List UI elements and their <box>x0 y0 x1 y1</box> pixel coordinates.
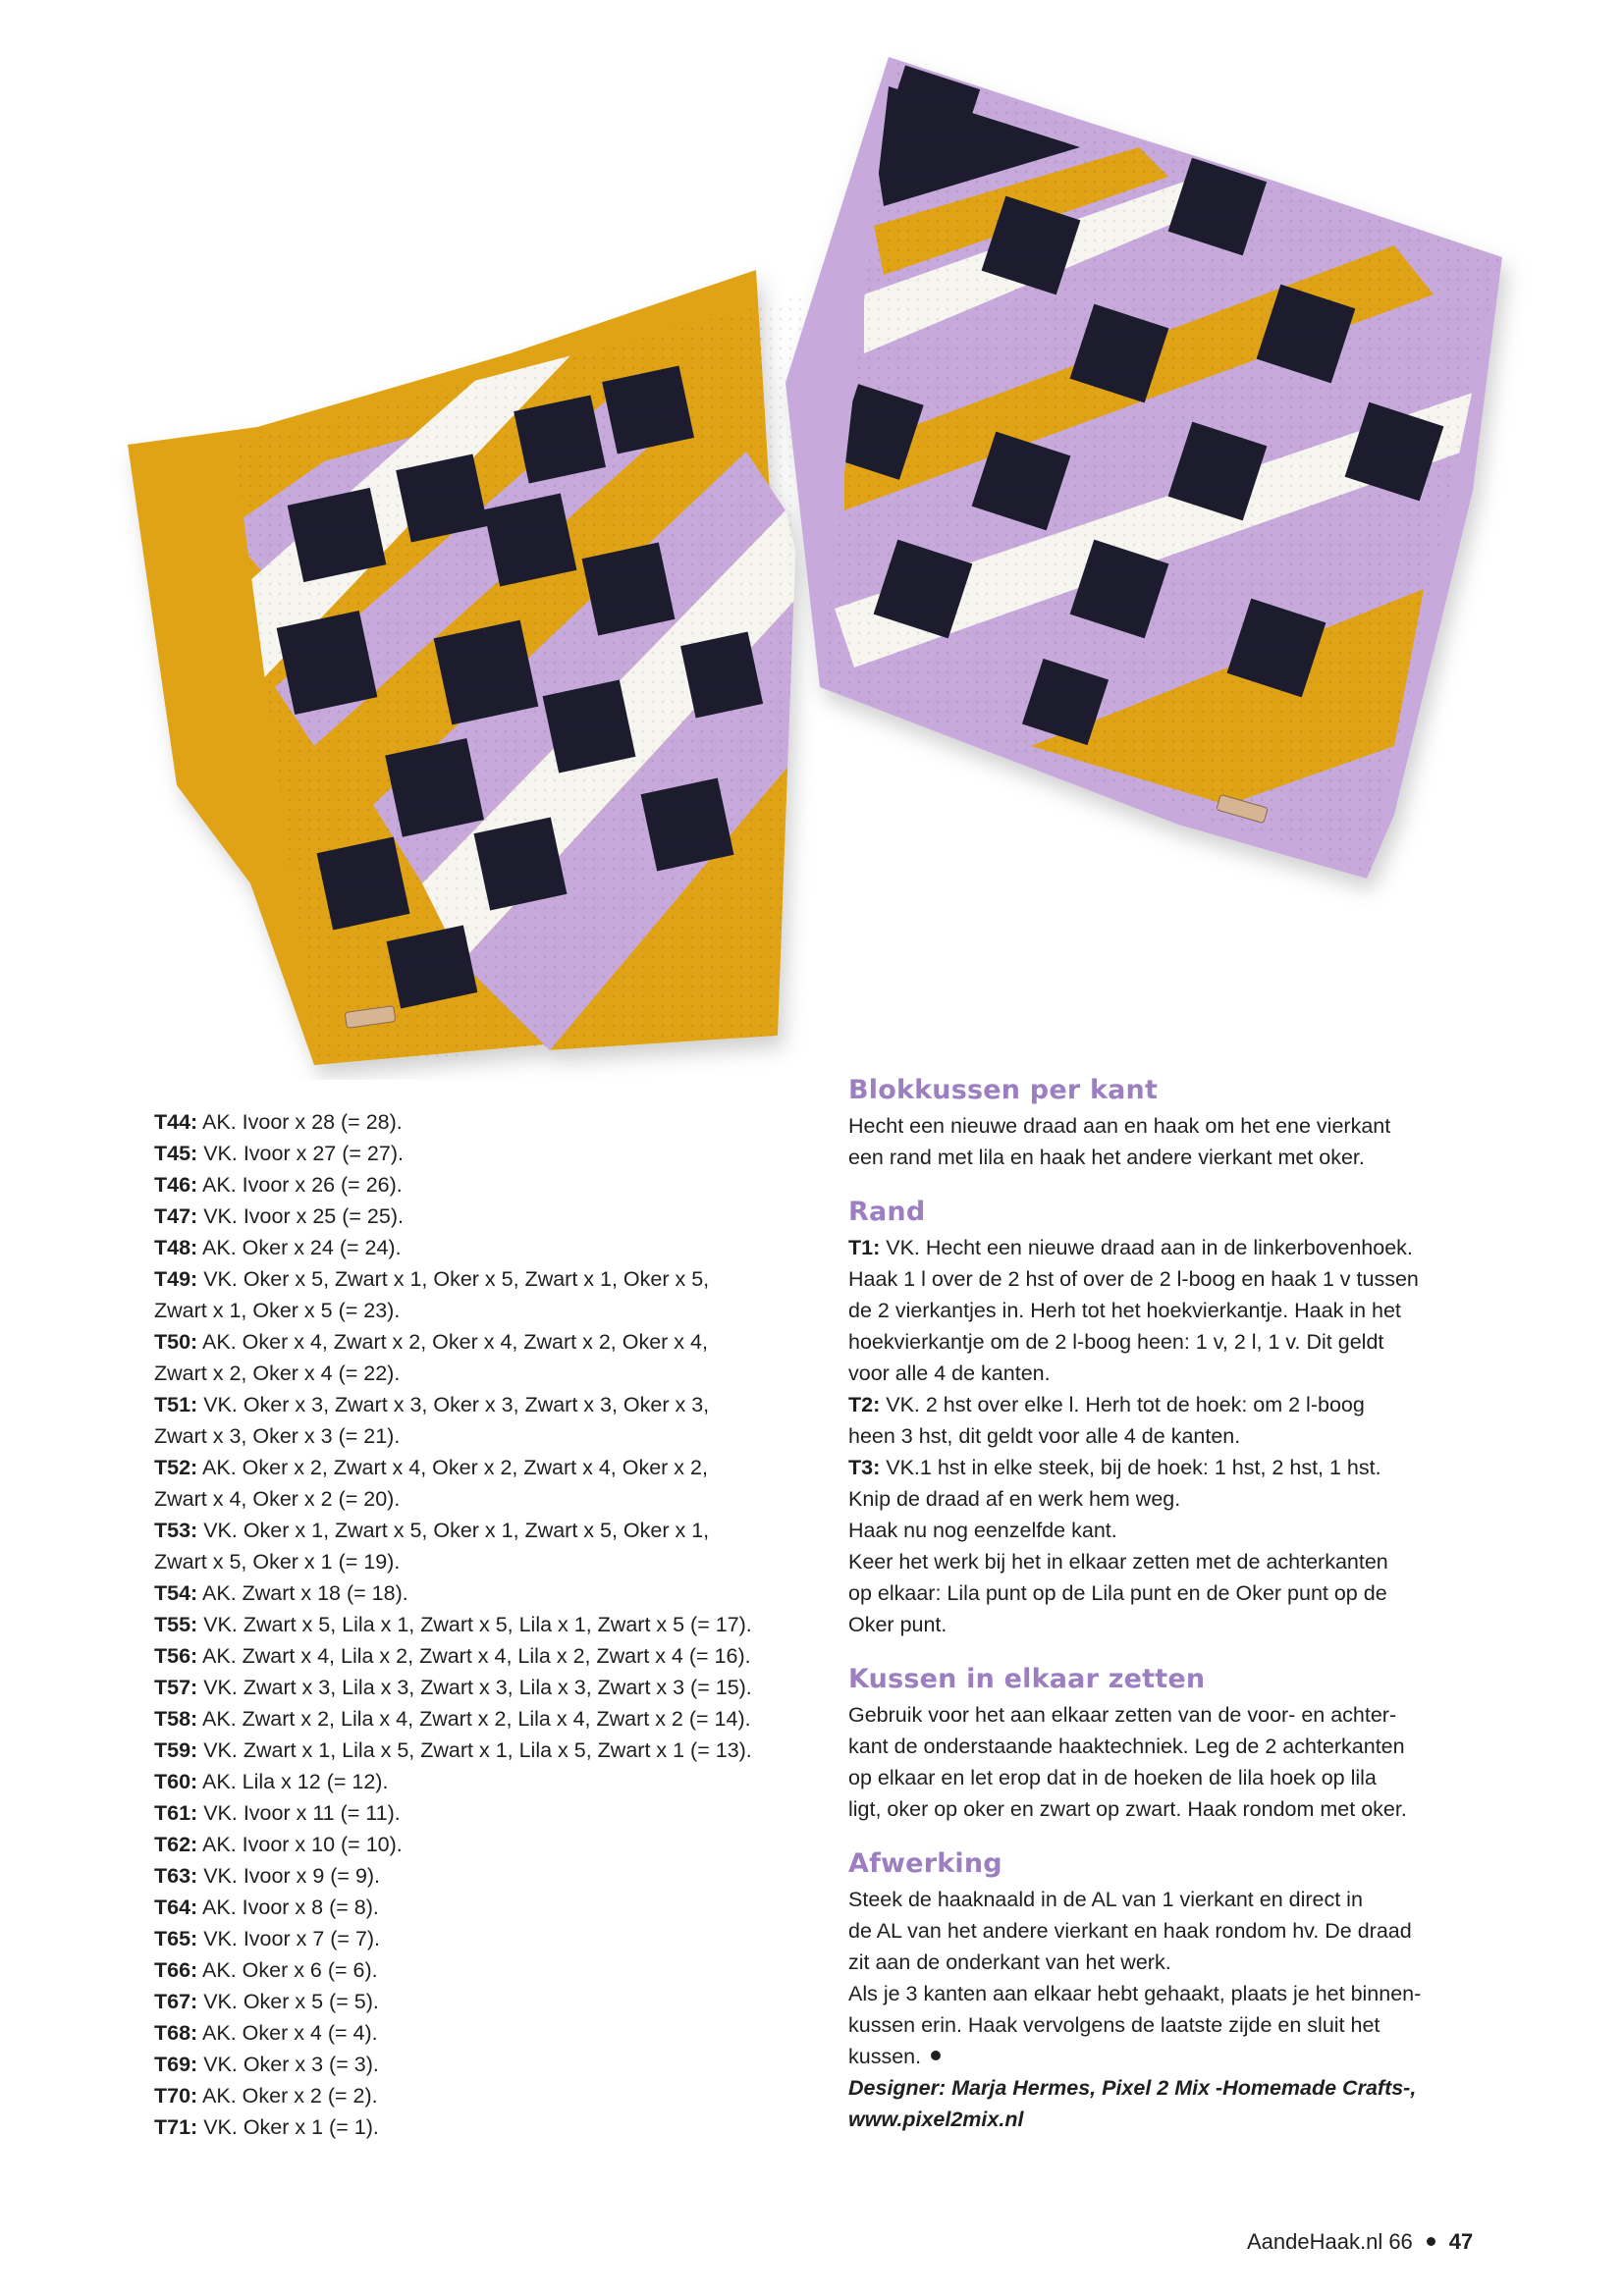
row-instruction: Zwart x 1, Oker x 5 (= 23). <box>154 1299 401 1322</box>
text-line: zit aan de onderkant van het werk. <box>848 1950 1171 1974</box>
instructions-right <box>848 1071 1555 2135</box>
row-instruction: T45: VK. Ivoor x 27 (= 27). <box>154 1142 404 1165</box>
row-instruction: T49: VK. Oker x 5, Zwart x 1, Oker x 5, Zwart x 1, Oker x 5, <box>154 1267 710 1291</box>
text-line: kussen erin. Haak vervolgens de laatste zijde en sluit het <box>848 2013 1380 2037</box>
row-instructions-left <box>154 1106 802 2143</box>
row-instruction: Zwart x 5, Oker x 1 (= 19). <box>154 1550 401 1574</box>
row-instruction: T51: VK. Oker x 3, Zwart x 3, Oker x 3, Zwart x 3, Oker x 3, <box>154 1393 710 1416</box>
row-label: T57: <box>154 1676 198 1699</box>
row-instruction: T46: AK. Ivoor x 26 (= 26). <box>154 1173 403 1197</box>
section-title-blokkussen: Blokkussen per kant <box>848 1075 1159 1105</box>
row-label: T58: <box>154 1707 198 1731</box>
row-instruction: Zwart x 4, Oker x 2 (= 20). <box>154 1487 401 1511</box>
section-title-kussen: Kussen in elkaar zetten <box>848 1664 1206 1694</box>
text-line: voor alle 4 de kanten. <box>848 1362 1051 1385</box>
text-line: Haak 1 l over de 2 hst of over de 2 l-boog en haak 1 v tussen <box>848 1267 1419 1291</box>
row-label: T54: <box>154 1581 198 1605</box>
end-bullet-icon <box>931 2051 941 2060</box>
row-instruction: T55: VK. Zwart x 5, Lila x 1, Zwart x 5, Lila x 1, Zwart x 5 (= 17). <box>154 1613 752 1636</box>
kussen-text <box>848 1699 1555 1825</box>
row-instruction: T54: AK. Zwart x 18 (= 18). <box>154 1581 408 1605</box>
row-label: T67: <box>154 1990 198 2013</box>
row-instruction: T63: VK. Ivoor x 9 (= 9). <box>154 1864 381 1888</box>
row-instruction: T68: AK. Oker x 4 (= 4). <box>154 2021 378 2045</box>
left-pillow <box>98 245 884 1080</box>
row-instruction: T58: AK. Zwart x 2, Lila x 4, Zwart x 2, Lila x 4, Zwart x 2 (= 14). <box>154 1707 751 1731</box>
row-instruction: Zwart x 2, Oker x 4 (= 22). <box>154 1362 401 1385</box>
row-label: T55: <box>154 1613 198 1636</box>
row-label: T50: <box>154 1330 198 1354</box>
text-line: hoekvierkantje om de 2 l-boog heen: 1 v, 2 l, 1 v. Dit geldt <box>848 1330 1384 1354</box>
row-instruction: T59: VK. Zwart x 1, Lila x 5, Zwart x 1, Lila x 5, Zwart x 1 (= 13). <box>154 1738 752 1762</box>
row-label: T49: <box>154 1267 198 1291</box>
row-instruction: T60: AK. Lila x 12 (= 12). <box>154 1770 389 1793</box>
row-label: T1: <box>848 1236 881 1259</box>
designer-website: www.pixel2mix.nl <box>848 2108 1024 2131</box>
row-label: T66: <box>154 1958 198 1982</box>
row-instruction: T62: AK. Ivoor x 10 (= 10). <box>154 1833 403 1856</box>
row-label: T59: <box>154 1738 198 1762</box>
text-line: op elkaar: Lila punt op de Lila punt en de Oker punt op de <box>848 1581 1387 1605</box>
page-footer <box>1247 2229 1473 2255</box>
text-line: de AL van het andere vierkant en haak rondom hv. De draad <box>848 1919 1412 1943</box>
row-label: T3: <box>848 1456 881 1479</box>
row-label: T56: <box>154 1644 198 1668</box>
section-title-afwerking: Afwerking <box>848 1848 1002 1879</box>
pillows-photo <box>0 0 1624 1080</box>
row-instruction: T61: VK. Ivoor x 11 (= 11). <box>154 1801 401 1825</box>
text-line: Knip de draad af en werk hem weg. <box>848 1487 1181 1511</box>
bullet-icon <box>1427 2237 1435 2246</box>
row-instruction: T56: AK. Zwart x 4, Lila x 2, Zwart x 4, Lila x 2, Zwart x 4 (= 16). <box>154 1644 751 1668</box>
text-line: Als je 3 kanten aan elkaar hebt gehaakt, plaats je het binnen- <box>848 1982 1422 2005</box>
row-label: T68: <box>154 2021 198 2045</box>
text-line: kussen. <box>848 2041 1555 2072</box>
row-label: T48: <box>154 1236 198 1259</box>
text-line: Keer het werk bij het in elkaar zetten met de achterkanten <box>848 1550 1388 1574</box>
text-line: kant de onderstaande haaktechniek. Leg de 2 achterkanten <box>848 1735 1405 1758</box>
designer-credit: Designer: Marja Hermes, Pixel 2 Mix -Homemade Crafts-, <box>848 2076 1417 2100</box>
magazine-name: AandeHaak.nl 66 <box>1247 2229 1413 2254</box>
row-label: T71: <box>154 2115 198 2139</box>
afwerking-text <box>848 1884 1555 2072</box>
row-label: T69: <box>154 2053 198 2076</box>
row-instruction: T69: VK. Oker x 3 (= 3). <box>154 2053 379 2076</box>
text-line: de 2 vierkantjes in. Herh tot het hoekvierkantje. Haak in het <box>848 1299 1401 1322</box>
text-line: heen 3 hst, dit geldt voor alle 4 de kanten. <box>848 1424 1241 1448</box>
text-line: Gebruik voor het aan elkaar zetten van de voor- en achter- <box>848 1703 1397 1727</box>
row-instruction: T65: VK. Ivoor x 7 (= 7). <box>154 1927 381 1950</box>
text-line: Oker punt. <box>848 1613 947 1636</box>
row-instruction: T53: VK. Oker x 1, Zwart x 5, Oker x 1, Zwart x 5, Oker x 1, <box>154 1519 710 1542</box>
row-instruction: Zwart x 3, Oker x 3 (= 21). <box>154 1424 401 1448</box>
text-line: Hecht een nieuwe draad aan en haak om het ene vierkant <box>848 1114 1391 1138</box>
row-label: T53: <box>154 1519 198 1542</box>
row-label: T62: <box>154 1833 198 1856</box>
row-label: T45: <box>154 1142 198 1165</box>
right-pillow <box>766 39 1532 903</box>
text-line: een rand met lila en haak het andere vierkant met oker. <box>848 1146 1365 1169</box>
row-label: T2: <box>848 1393 881 1416</box>
text-line: Steek de haaknaald in de AL van 1 vierkant en direct in <box>848 1888 1363 1911</box>
row-label: T46: <box>154 1173 198 1197</box>
row-instruction: T50: AK. Oker x 4, Zwart x 2, Oker x 4, Zwart x 2, Oker x 4, <box>154 1330 708 1354</box>
text-line: T3: VK.1 hst in elke steek, bij de hoek: 1 hst, 2 hst, 1 hst. <box>848 1456 1381 1479</box>
text-line: op elkaar en let erop dat in de hoeken de lila hoek op lila <box>848 1766 1377 1789</box>
text-line: T1: VK. Hecht een nieuwe draad aan in de linkerbovenhoek. <box>848 1236 1413 1259</box>
row-instruction: T64: AK. Ivoor x 8 (= 8). <box>154 1896 379 1919</box>
row-instruction: T66: AK. Oker x 6 (= 6). <box>154 1958 378 1982</box>
row-label: T63: <box>154 1864 198 1888</box>
row-label: T65: <box>154 1927 198 1950</box>
row-instruction: T67: VK. Oker x 5 (= 5). <box>154 1990 379 2013</box>
row-instruction: T47: VK. Ivoor x 25 (= 25). <box>154 1204 404 1228</box>
row-label: T64: <box>154 1896 198 1919</box>
rand-text <box>848 1232 1555 1640</box>
page-number: 47 <box>1448 2229 1474 2254</box>
text-line: T2: VK. 2 hst over elke l. Herh tot de hoek: om 2 l-boog <box>848 1393 1365 1416</box>
row-label: T52: <box>154 1456 198 1479</box>
row-label: T51: <box>154 1393 198 1416</box>
row-instruction: T48: AK. Oker x 24 (= 24). <box>154 1236 402 1259</box>
row-instruction: T57: VK. Zwart x 3, Lila x 3, Zwart x 3, Lila x 3, Zwart x 3 (= 15). <box>154 1676 752 1699</box>
row-instruction: T71: VK. Oker x 1 (= 1). <box>154 2115 379 2139</box>
text-line: ligt, oker op oker en zwart op zwart. Haak rondom met oker. <box>848 1797 1407 1821</box>
blokkussen-text <box>848 1110 1555 1173</box>
text-line: Haak nu nog eenzelfde kant. <box>848 1519 1117 1542</box>
row-instruction: T44: AK. Ivoor x 28 (= 28). <box>154 1110 403 1134</box>
row-label: T70: <box>154 2084 198 2108</box>
row-instruction: T70: AK. Oker x 2 (= 2). <box>154 2084 378 2108</box>
row-label: T60: <box>154 1770 198 1793</box>
row-label: T61: <box>154 1801 198 1825</box>
section-title-rand: Rand <box>848 1197 926 1227</box>
row-label: T47: <box>154 1204 198 1228</box>
row-label: T44: <box>154 1110 198 1134</box>
row-instruction: T52: AK. Oker x 2, Zwart x 4, Oker x 2, Zwart x 4, Oker x 2, <box>154 1456 708 1479</box>
